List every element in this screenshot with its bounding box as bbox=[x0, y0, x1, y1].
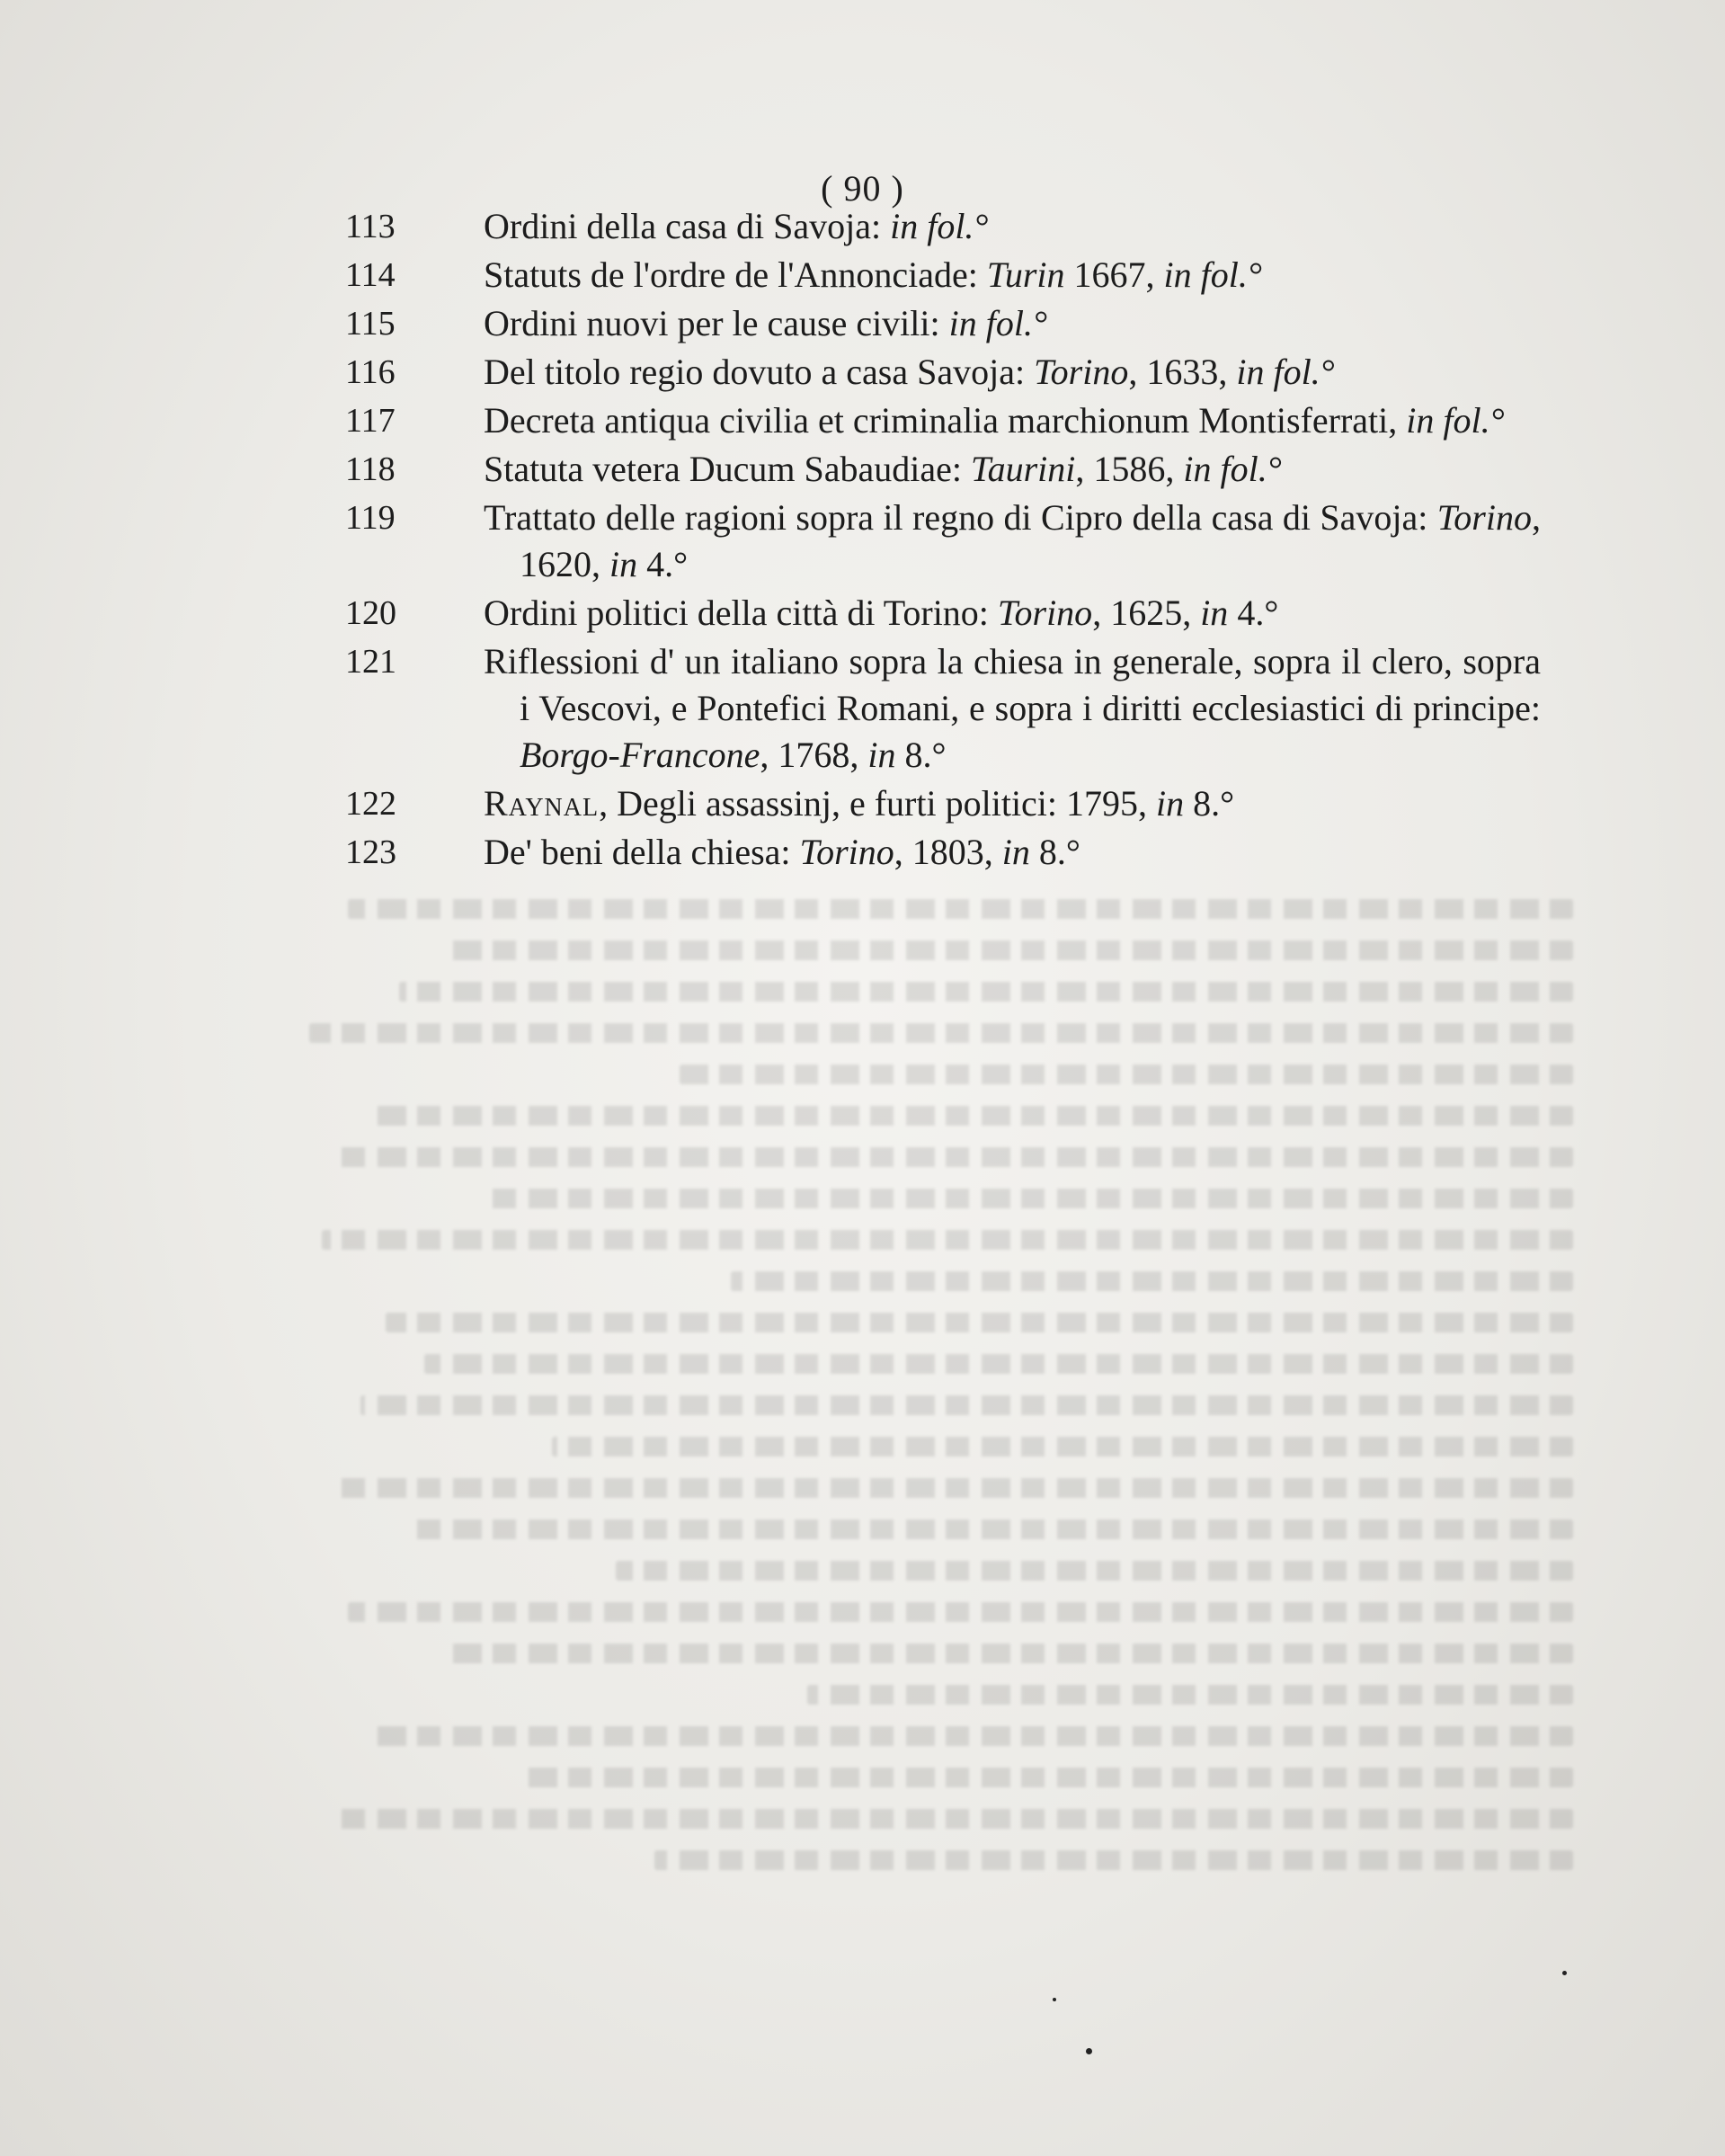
entry-segment: Ordini politici della città di Torino: bbox=[484, 592, 998, 633]
entry-number: 114 bbox=[345, 256, 396, 294]
entry-segment: Del titolo regio dovuto a casa Savoja: bbox=[484, 352, 1035, 392]
entry-text bbox=[484, 203, 1541, 250]
ink-speck bbox=[1086, 2048, 1092, 2054]
entry-number: 120 bbox=[345, 594, 396, 632]
entry-italic-segment: Turin bbox=[986, 254, 1065, 295]
catalog-entry bbox=[345, 638, 1541, 779]
entry-italic-segment: in fol.° bbox=[948, 303, 1047, 343]
entry-italic-segment: Torino bbox=[1436, 497, 1532, 538]
catalog-entry bbox=[345, 349, 1541, 396]
entry-text bbox=[484, 494, 1541, 588]
entry-segment: , 1620, bbox=[520, 497, 1541, 584]
entry-italic-segment: in bbox=[1200, 592, 1229, 633]
entry-number: 116 bbox=[345, 353, 396, 391]
entry-text bbox=[484, 252, 1541, 298]
entry-italic-segment: in bbox=[867, 735, 896, 775]
entry-text bbox=[484, 829, 1541, 876]
entry-number: 118 bbox=[345, 450, 396, 488]
entry-segment: 4.° bbox=[637, 544, 689, 584]
entry-segment: Trattato delle ragioni sopra il regno di Cipro della casa di Savoja: bbox=[484, 497, 1437, 538]
entry-text bbox=[484, 300, 1541, 347]
entry-segment: Decreta antiqua civilia et criminalia marchionum Montisferrati, bbox=[484, 400, 1407, 441]
catalog-entry bbox=[345, 397, 1541, 444]
entry-segment: , 1586, bbox=[1075, 449, 1184, 489]
entry-text bbox=[484, 349, 1541, 396]
ink-speck bbox=[1053, 1998, 1056, 2001]
entry-italic-segment: Taurini bbox=[971, 449, 1076, 489]
entry-segment: 4.° bbox=[1228, 592, 1279, 633]
catalog-entry bbox=[345, 590, 1541, 637]
entry-segment: Riflessioni d' un italiano sopra la chiesa in generale, sopra il clero, sopra i Vescovi, e Pontefici Romani, e sopra i diritti ecclesiastici di principe: bbox=[484, 641, 1541, 728]
entry-italic-segment: in fol.° bbox=[890, 206, 989, 246]
entry-text bbox=[484, 397, 1541, 444]
catalog-entry-list bbox=[345, 203, 1541, 878]
entry-italic-segment: Torino bbox=[799, 832, 894, 872]
entry-number: 119 bbox=[345, 499, 396, 537]
entry-segment: De' beni della chiesa: bbox=[484, 832, 800, 872]
entry-segment: , 1803, bbox=[894, 832, 1002, 872]
entry-segment: Ordini della casa di Savoja: bbox=[484, 206, 891, 246]
entry-italic-segment: in bbox=[1001, 832, 1030, 872]
entry-segment: 8.° bbox=[895, 735, 947, 775]
entry-italic-segment: in bbox=[609, 544, 638, 584]
entry-number: 123 bbox=[345, 833, 396, 871]
entry-segment: 8.° bbox=[1184, 783, 1235, 824]
entry-italic-segment: Torino bbox=[997, 592, 1093, 633]
entry-number: 113 bbox=[345, 208, 396, 245]
entry-italic-segment: Borgo-Francone bbox=[520, 735, 760, 775]
entry-segment: Statuta vetera Ducum Sabaudiae: bbox=[484, 449, 972, 489]
entry-italic-segment: in fol.° bbox=[1406, 400, 1505, 441]
entry-text bbox=[484, 780, 1541, 827]
entry-italic-segment: in bbox=[1156, 783, 1185, 824]
entry-italic-segment: in fol.° bbox=[1163, 254, 1262, 295]
entry-text bbox=[484, 590, 1541, 637]
entry-number: 122 bbox=[345, 785, 396, 823]
entry-segment: Ordini nuovi per le cause civili: bbox=[484, 303, 949, 343]
entry-italic-segment: in fol.° bbox=[1236, 352, 1335, 392]
entry-segment: 1667, bbox=[1064, 254, 1164, 295]
catalog-entry bbox=[345, 494, 1541, 588]
entry-segment: 8.° bbox=[1029, 832, 1080, 872]
entry-italic-segment: Torino bbox=[1034, 352, 1129, 392]
entry-number: 117 bbox=[345, 402, 396, 440]
catalog-entry bbox=[345, 829, 1541, 876]
entry-segment: , 1633, bbox=[1128, 352, 1237, 392]
catalog-entry bbox=[345, 252, 1541, 298]
entry-italic-segment: in fol.° bbox=[1183, 449, 1282, 489]
catalog-entry bbox=[345, 300, 1541, 347]
entry-segment: Statuts de l'ordre de l'Annonciade: bbox=[484, 254, 987, 295]
entry-number: 115 bbox=[345, 305, 396, 343]
catalog-entry bbox=[345, 203, 1541, 250]
ink-speck bbox=[1562, 1971, 1567, 1975]
catalog-entry bbox=[345, 446, 1541, 493]
entry-text bbox=[484, 638, 1541, 779]
entry-number: 121 bbox=[345, 643, 396, 681]
entry-segment: , 1768, bbox=[760, 735, 868, 775]
entry-author: Raynal bbox=[484, 783, 600, 824]
catalog-entry bbox=[345, 780, 1541, 827]
entry-text bbox=[484, 446, 1541, 493]
page-number: ( 90 ) bbox=[821, 168, 904, 209]
bleed-through-texture bbox=[297, 899, 1573, 1978]
entry-segment: , 1625, bbox=[1092, 592, 1201, 633]
entry-segment: , Degli assassinj, e furti politici: 1795, bbox=[599, 783, 1157, 824]
